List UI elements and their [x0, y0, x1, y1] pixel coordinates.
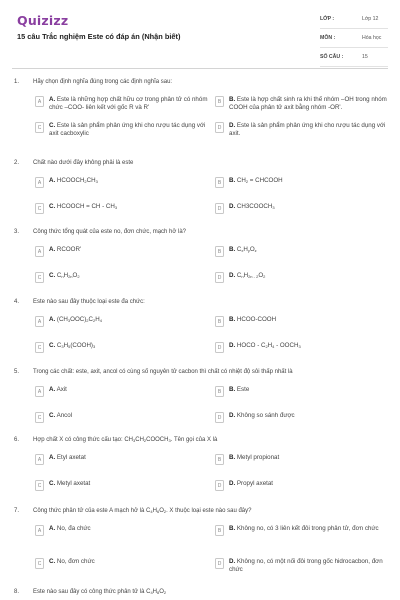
option-text: C. $C_3H_5(COOH)_3$ — [49, 342, 96, 349]
option-letter-box[interactable]: C — [35, 558, 44, 569]
answer-option-a[interactable] — [35, 454, 210, 465]
answer-option-b[interactable] — [215, 177, 395, 188]
option-text: D. $CH3COOCH_3$ — [229, 203, 275, 210]
option-text: B. Không no, có 3 liên kết đôi trong phân tử, đơn chức — [229, 525, 379, 532]
question-text: Công thức tổng quát của este no, đơn chức, mạch hở là? — [33, 229, 186, 235]
option-letter-box[interactable]: D — [215, 272, 224, 283]
answer-option-b[interactable] — [215, 316, 395, 327]
option-letter-box[interactable]: A — [35, 525, 44, 536]
option-text: A. $(CH_3OOC)_2C_2H_4$ — [49, 316, 102, 323]
header-divider — [12, 68, 388, 69]
option-text: B. Metyl propionat — [229, 454, 280, 461]
page-title: 15 câu Trắc nghiệm Este có đáp án (Nhận biết) — [17, 32, 181, 41]
worksheet-header — [0, 0, 400, 70]
answer-option-b[interactable] — [215, 525, 395, 536]
option-text: C. Metyl axetat — [49, 480, 91, 487]
answer-option-a[interactable] — [35, 316, 210, 327]
meta-value: Lớp 12 — [362, 16, 379, 22]
meta-row-count — [320, 48, 388, 67]
answer-option-b[interactable] — [215, 454, 395, 465]
answer-option-c[interactable] — [35, 412, 210, 423]
option-letter-box[interactable]: B — [215, 246, 224, 257]
option-text: A. Axit — [49, 386, 67, 393]
question-number: 4. — [14, 299, 20, 305]
question-header — [14, 79, 394, 89]
option-letter-box[interactable]: C — [35, 480, 44, 491]
question-number: 3. — [14, 229, 20, 235]
option-text: B. HCOO-COOH — [229, 316, 277, 323]
option-letter-box[interactable]: D — [215, 342, 224, 353]
meta-key: LỚP : — [320, 16, 335, 22]
answer-option-b[interactable] — [215, 96, 395, 113]
option-text: D. HOCO - $C_2H_4$ - $OOCH_3$ — [229, 342, 301, 349]
option-letter-box[interactable]: B — [215, 525, 224, 536]
option-text: D. Không so sánh được — [229, 412, 295, 419]
option-letter-box[interactable]: C — [35, 272, 44, 283]
answer-option-c[interactable] — [35, 558, 210, 569]
question-number: 2. — [14, 160, 20, 166]
meta-key: MÔN : — [320, 35, 336, 41]
option-text: C. HCOOCH = CH - $CH_3$ — [49, 203, 118, 210]
option-text: D. $C_nH_{2n - 2}O_2$ — [229, 272, 266, 279]
meta-row-class — [320, 10, 388, 29]
option-letter-box[interactable]: A — [35, 386, 44, 397]
answer-option-a[interactable] — [35, 525, 210, 536]
option-letter-box[interactable]: A — [35, 454, 44, 465]
meta-value: 15 — [362, 54, 368, 60]
question-header — [14, 589, 394, 599]
answer-option-d[interactable] — [215, 272, 395, 283]
question-text: Hợp chất X có công thức cấu tạo: $CH_3CH_2COOCH_3$. Tên gọi của X là — [33, 437, 218, 443]
option-letter-box[interactable]: A — [35, 96, 44, 107]
option-text: C. Ancol — [49, 412, 73, 419]
option-letter-box[interactable]: B — [215, 96, 224, 107]
option-text: C. Este là sản phẩm phản ứng khi cho rượu tác dụng với axit cacboxylic — [49, 122, 206, 138]
option-letter-box[interactable]: A — [35, 316, 44, 327]
answer-option-d[interactable] — [215, 342, 395, 353]
answer-option-a[interactable] — [35, 246, 210, 257]
answer-option-a[interactable] — [35, 96, 210, 113]
answer-option-d[interactable] — [215, 122, 395, 139]
option-letter-box[interactable]: B — [215, 177, 224, 188]
question-header — [14, 229, 394, 239]
option-letter-box[interactable]: C — [35, 412, 44, 423]
question-text: Este nào sau đây thuộc loại este đa chức: — [33, 299, 145, 305]
option-text: A. No, đa chức — [49, 525, 91, 532]
option-letter-box[interactable]: D — [215, 412, 224, 423]
question-text: Chất nào dưới đây không phải là este — [33, 160, 134, 166]
option-text: A. Este là những hợp chất hữu cơ trong phân tử có nhóm chức –COO- liên kết với gốc R và R' — [49, 96, 208, 112]
answer-option-b[interactable] — [215, 246, 395, 257]
option-letter-box[interactable]: C — [35, 342, 44, 353]
question-number: 6. — [14, 437, 20, 443]
option-text: A. RCOOR' — [49, 246, 82, 253]
question-header — [14, 299, 394, 309]
meta-value: Hóa học — [362, 35, 382, 41]
option-letter-box[interactable]: C — [35, 203, 44, 214]
question-header — [14, 508, 394, 518]
option-letter-box[interactable]: D — [215, 122, 224, 133]
question-number: 7. — [14, 508, 20, 514]
question-text: Hãy chọn định nghĩa đúng trong các định nghĩa sau: — [33, 79, 173, 85]
answer-option-c[interactable] — [35, 122, 210, 139]
meta-row-subject — [320, 29, 388, 48]
question-text: Este nào sau đây có công thức phân tử là $C_4H_8O_2$ — [33, 589, 167, 595]
option-text: D. Este là sản phẩm phản ứng khi cho rượu tác dụng với axit. — [229, 122, 386, 138]
option-letter-box[interactable]: B — [215, 454, 224, 465]
option-letter-box[interactable]: A — [35, 246, 44, 257]
question-number: 1. — [14, 79, 20, 85]
option-text: D. Propyl axetat — [229, 480, 274, 487]
answer-option-c[interactable] — [35, 203, 210, 214]
question-header — [14, 369, 394, 379]
option-text: C. No, đơn chức — [49, 558, 95, 565]
option-text: A. Etyl axetat — [49, 454, 86, 461]
meta-key: SỐ CÂU : — [320, 54, 344, 60]
option-text: D. Không no, có một nối đôi trong gốc hidrocacbon, đơn chức — [229, 558, 383, 574]
option-text: C. $C_nH_{2n}O_2$ — [49, 272, 80, 279]
answer-option-d[interactable] — [215, 558, 395, 575]
option-letter-box[interactable]: D — [215, 558, 224, 569]
option-letter-box[interactable]: B — [215, 316, 224, 327]
question-header — [14, 437, 394, 447]
answer-option-c[interactable] — [35, 480, 210, 491]
answer-option-d[interactable] — [215, 203, 395, 214]
answer-option-d[interactable] — [215, 480, 395, 491]
option-text: B. $CH_2$ = CHCOOH — [229, 177, 283, 184]
option-text: B. $C_xH_yO_z$ — [229, 246, 257, 253]
question-number: 5. — [14, 369, 20, 375]
answer-option-c[interactable] — [35, 342, 210, 353]
option-text: B. Este là hợp chất sinh ra khi thế nhóm –OH trong nhóm COOH của phân tử axit bằng nhóm -OR'. — [229, 96, 387, 112]
quizizz-logo: Quizizz — [17, 13, 69, 28]
question-number: 8. — [14, 589, 20, 595]
question-text: Công thức phân tử của este A mạch hở là $C_4H_6O_2$. X thuộc loại este nào sau đây? — [33, 508, 252, 514]
answer-option-c[interactable] — [35, 272, 210, 283]
option-text: B. Este — [229, 386, 250, 393]
answer-option-b[interactable] — [215, 386, 395, 397]
answer-option-d[interactable] — [215, 412, 395, 423]
option-letter-box[interactable]: C — [35, 122, 44, 133]
meta-panel — [320, 10, 388, 67]
answer-option-a[interactable] — [35, 386, 210, 397]
option-text: A. $HCOOCH_2CH_3$ — [49, 177, 98, 184]
answer-option-a[interactable] — [35, 177, 210, 188]
option-letter-box[interactable]: B — [215, 386, 224, 397]
question-header — [14, 160, 394, 170]
option-letter-box[interactable]: D — [215, 480, 224, 491]
option-letter-box[interactable]: D — [215, 203, 224, 214]
option-letter-box[interactable]: A — [35, 177, 44, 188]
question-text: Trong các chất: este, axit, ancol có cùng số nguyên tử cacbon thì chất có nhiệt độ sôi thấp nhất là — [33, 369, 293, 375]
